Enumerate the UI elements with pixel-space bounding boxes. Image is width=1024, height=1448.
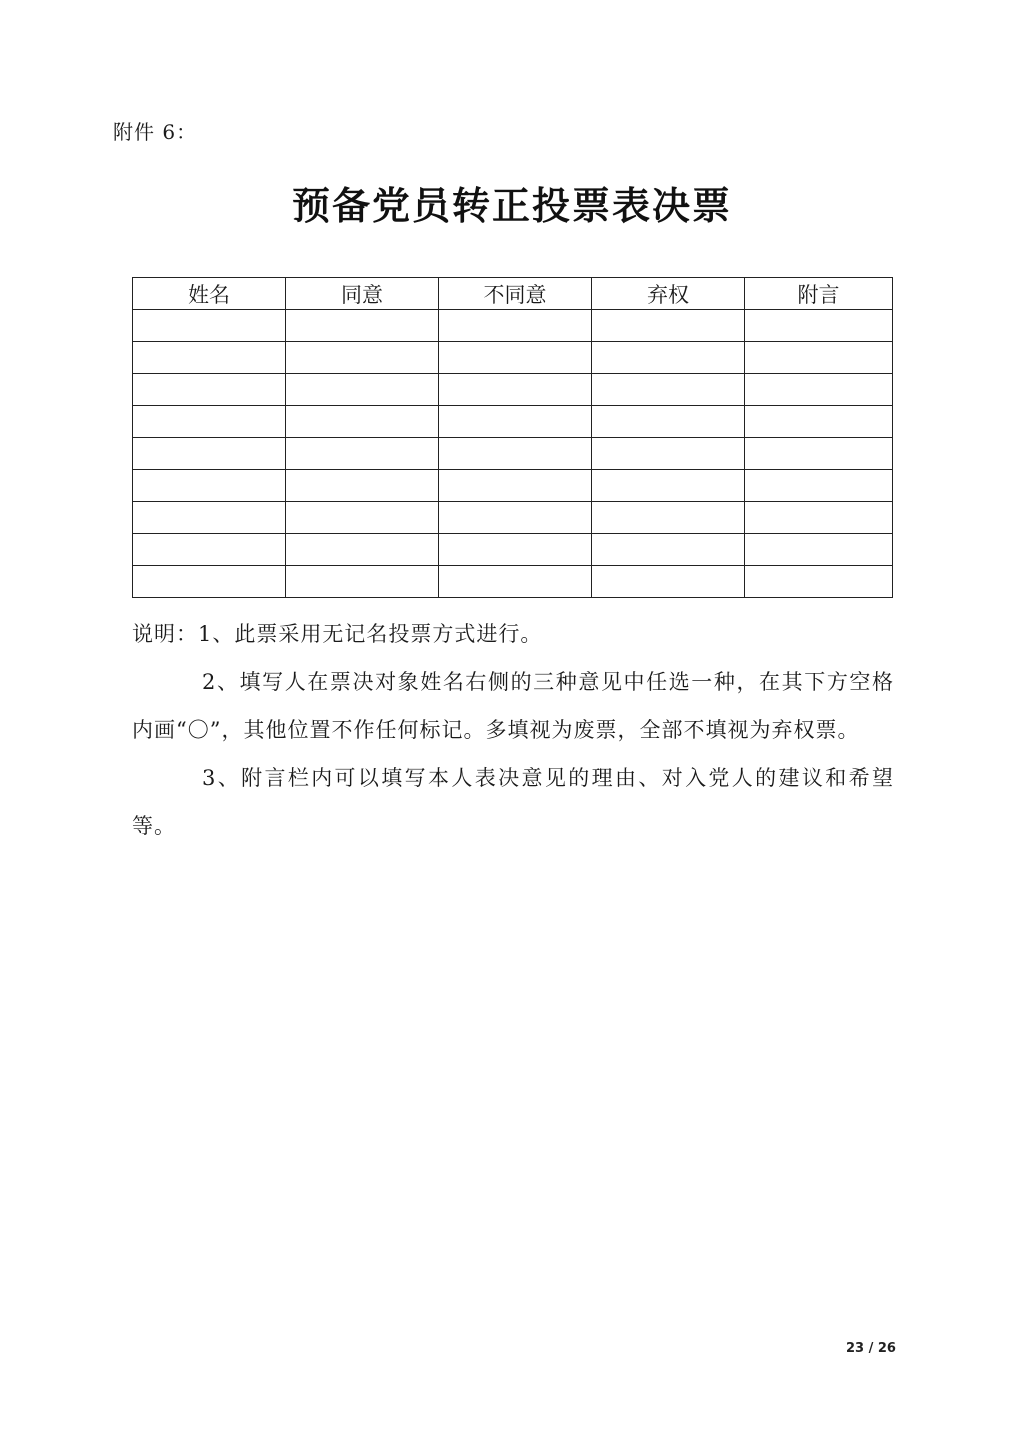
cell-remarks[interactable] — [745, 502, 893, 534]
cell-remarks[interactable] — [745, 534, 893, 566]
cell-abstain[interactable] — [592, 374, 745, 406]
cell-remarks[interactable] — [745, 310, 893, 342]
cell-name[interactable] — [133, 438, 286, 470]
cell-name[interactable] — [133, 406, 286, 438]
table-row — [133, 470, 893, 502]
instruction-item-2: 2、填写人在票决对象姓名右侧的三种意见中任选一种，在其下方空格内画“〇”，其他位置不作任何标记。多填视为废票，全部不填视为弃权票。 — [132, 670, 894, 742]
cell-name[interactable] — [133, 502, 286, 534]
instruction-item-3: 3、附言栏内可以填写本人表决意见的理由、对入党人的建议和希望等。 — [132, 766, 894, 838]
cell-abstain[interactable] — [592, 470, 745, 502]
cell-abstain[interactable] — [592, 502, 745, 534]
cell-remarks[interactable] — [745, 566, 893, 598]
cell-remarks[interactable] — [745, 342, 893, 374]
table-row — [133, 342, 893, 374]
cell-disagree[interactable] — [439, 310, 592, 342]
cell-agree[interactable] — [286, 310, 439, 342]
header-disagree: 不同意 — [439, 278, 592, 310]
cell-agree[interactable] — [286, 438, 439, 470]
cell-abstain[interactable] — [592, 310, 745, 342]
table-row — [133, 438, 893, 470]
table-row — [133, 502, 893, 534]
instructions — [132, 610, 894, 850]
cell-agree[interactable] — [286, 374, 439, 406]
cell-disagree[interactable] — [439, 438, 592, 470]
cell-agree[interactable] — [286, 502, 439, 534]
cell-abstain[interactable] — [592, 438, 745, 470]
cell-disagree[interactable] — [439, 374, 592, 406]
vote-table — [132, 277, 893, 598]
cell-disagree[interactable] — [439, 342, 592, 374]
cell-remarks[interactable] — [745, 470, 893, 502]
table-row — [133, 406, 893, 438]
cell-name[interactable] — [133, 566, 286, 598]
instruction-item-1: 说明：1、此票采用无记名投票方式进行。 — [132, 622, 543, 646]
cell-name[interactable] — [133, 374, 286, 406]
cell-agree[interactable] — [286, 342, 439, 374]
cell-name[interactable] — [133, 310, 286, 342]
cell-remarks[interactable] — [745, 406, 893, 438]
cell-disagree[interactable] — [439, 566, 592, 598]
cell-abstain[interactable] — [592, 534, 745, 566]
cell-agree[interactable] — [286, 406, 439, 438]
header-abstain: 弃权 — [592, 278, 745, 310]
cell-agree[interactable] — [286, 566, 439, 598]
cell-disagree[interactable] — [439, 470, 592, 502]
cell-name[interactable] — [133, 534, 286, 566]
cell-agree[interactable] — [286, 470, 439, 502]
cell-agree[interactable] — [286, 534, 439, 566]
attachment-label: 附件 6： — [113, 120, 198, 144]
table-row — [133, 566, 893, 598]
cell-name[interactable] — [133, 470, 286, 502]
cell-abstain[interactable] — [592, 566, 745, 598]
table-row — [133, 374, 893, 406]
page-number: 23 / 26 — [846, 1341, 896, 1356]
header-remarks: 附言 — [745, 278, 893, 310]
cell-abstain[interactable] — [592, 342, 745, 374]
table-row — [133, 310, 893, 342]
cell-disagree[interactable] — [439, 534, 592, 566]
header-agree: 同意 — [286, 278, 439, 310]
table-row — [133, 534, 893, 566]
cell-remarks[interactable] — [745, 374, 893, 406]
table-body — [133, 310, 893, 598]
cell-name[interactable] — [133, 342, 286, 374]
document-title: 预备党员转正投票表决票 — [291, 183, 732, 228]
cell-disagree[interactable] — [439, 502, 592, 534]
cell-disagree[interactable] — [439, 406, 592, 438]
header-name: 姓名 — [133, 278, 286, 310]
table-header-row — [133, 278, 893, 310]
cell-remarks[interactable] — [745, 438, 893, 470]
cell-abstain[interactable] — [592, 406, 745, 438]
